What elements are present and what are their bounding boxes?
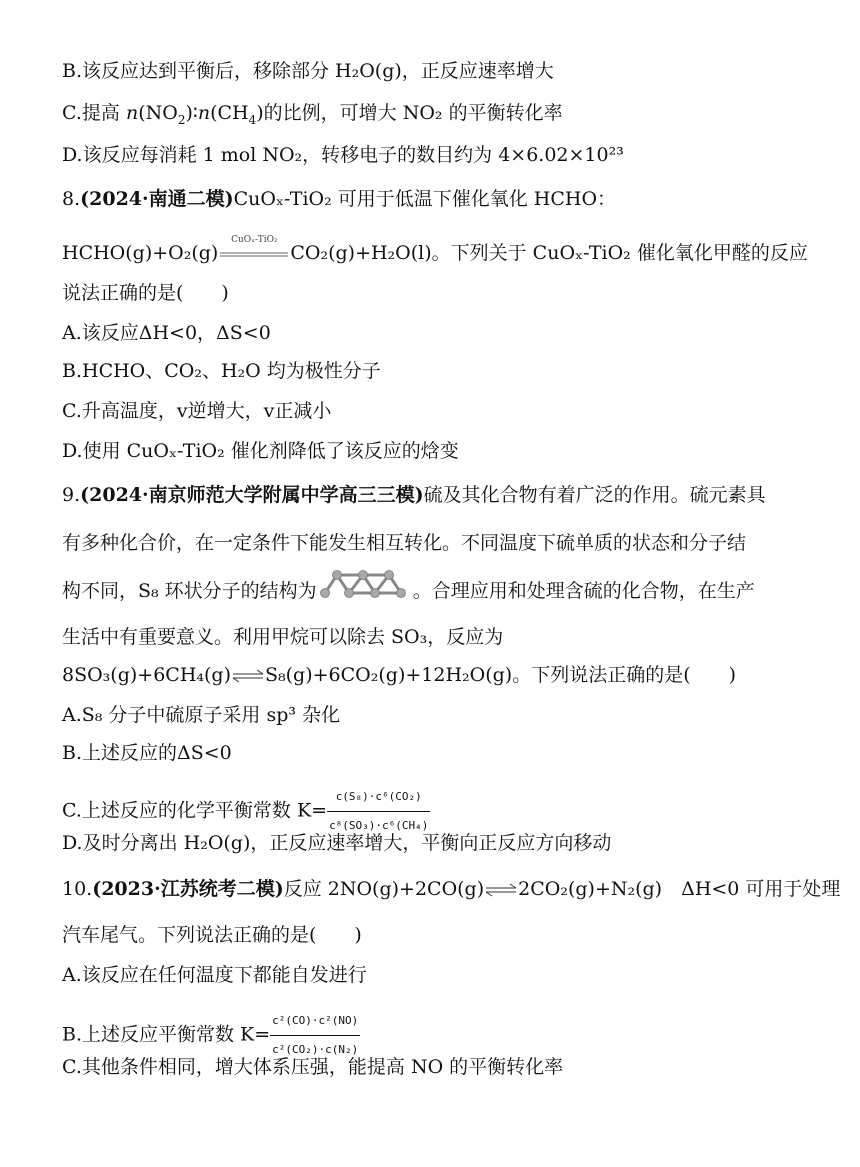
q8-source: (2024·南通二模) — [80, 188, 234, 210]
q8-catalyst-label: CuOₓ-TiO₂ — [231, 235, 278, 245]
q10-eq-left: 反应 2NO(g)+2CO(g) — [283, 878, 485, 900]
q7-option-c: C.提高 $n(NO_2)∶n(CH_4)$的比例，可增大 NO₂ 的平衡转化率 — [62, 102, 563, 127]
q8-option-d: D.使用 CuOₓ-TiO₂ 催化剂降低了该反应的焓变 — [62, 440, 459, 462]
q7-option-d: D.该反应每消耗 1 mol NO₂，转移电子的数目约为 4×6.02×10²³ — [62, 144, 624, 166]
q9-line3-prefix: 构不同，S₈ 环状分子的结构为 — [62, 580, 317, 602]
q8-option-c: C.升高温度，v逆增大，v正减小 — [62, 400, 332, 422]
q9-option-c — [62, 784, 430, 832]
q10-source: (2023·江苏统考二模) — [92, 878, 284, 900]
s8-ring-structure-image — [317, 579, 413, 605]
q9-stem-line3 — [62, 578, 755, 604]
q10-stem-line1 — [62, 876, 840, 902]
q9-line3-suffix: 。合理应用和处理含硫的化合物，在生产 — [412, 580, 755, 602]
q10-k-denominator: c²(CO₂)·c(N₂) — [272, 1043, 359, 1056]
q9-number: 9. — [62, 484, 81, 506]
q9-option-d: D.及时分离出 H₂O(g)，正反应速率增大，平衡向正反应方向移动 — [62, 832, 612, 854]
q9-equation — [62, 662, 736, 688]
q10-option-b — [62, 1008, 360, 1056]
q9-source: (2024·南京师范大学附属中学高三三模) — [80, 484, 424, 506]
catalyst-arrow — [218, 235, 290, 267]
q10-k-numerator: c²(CO)·c²(NO) — [270, 1008, 360, 1036]
q8-option-a: A.该反应ΔH<0，ΔS<0 — [62, 322, 271, 344]
q8-number: 8. — [62, 188, 81, 210]
q10-eq-right: 2CO₂(g)+N₂(g) ΔH<0 可用于处理 — [518, 878, 841, 900]
equilibrium-arrow — [484, 877, 518, 903]
q9-eq-right: S₈(g)+6CO₂(g)+12H₂O(g)。下列说法正确的是( ) — [265, 664, 737, 686]
q7-option-c-prefix: C.提高 — [62, 102, 126, 124]
q8-stem-line1 — [62, 186, 616, 212]
q9-eq-left: 8SO₃(g)+6CH₄(g) — [62, 664, 232, 686]
q9-option-b: B.上述反应的ΔS<0 — [62, 742, 232, 764]
q9-stem-line1 — [62, 482, 766, 508]
q8-eq-left: HCHO(g)+O₂(g) — [62, 242, 219, 264]
q8-option-b: B.HCHO、CO₂、H₂O 均为极性分子 — [62, 360, 381, 382]
q9-option-a: A.S₈ 分子中硫原子采用 sp³ 杂化 — [62, 704, 341, 726]
q8-equation — [62, 235, 808, 266]
q8-eq-right: CO₂(g)+H₂O(l)。下列关于 CuOₓ-TiO₂ 催化氧化甲醛的反应 — [290, 242, 808, 264]
q9-stem-line2: 有多种化合价，在一定条件下能发生相互转化。不同温度下硫单质的状态和分子结 — [62, 532, 747, 554]
q10-option-b-text: B.上述反应平衡常数 K= — [62, 1023, 271, 1046]
q7-option-b: B.该反应达到平衡后，移除部分 H₂O(g)，正反应速率增大 — [62, 60, 554, 82]
q10-option-c: C.其他条件相同，增大体系压强，能提高 NO 的平衡转化率 — [62, 1056, 564, 1078]
q10-number: 10. — [62, 878, 93, 900]
q10-option-a: A.该反应在任何温度下都能自发进行 — [62, 964, 367, 986]
q9-line1-text: 硫及其化合物有着广泛的作用。硫元素具 — [423, 484, 766, 506]
q9-stem-line4: 生活中有重要意义。利用甲烷可以除去 SO₃，反应为 — [62, 626, 504, 648]
q9-k-numerator: c(S₈)·c⁶(CO₂) — [327, 784, 430, 812]
q10-stem-line2: 汽车尾气。下列说法正确的是( ) — [62, 924, 362, 946]
equilibrium-arrow — [231, 663, 265, 689]
q9-k-denominator: c⁸(SO₃)·c⁶(CH₄) — [329, 819, 429, 832]
q8-stem-end: 说法正确的是( ) — [62, 282, 229, 304]
q8-intro: CuOₓ-TiO₂ 可用于低温下催化氧化 HCHO： — [233, 188, 617, 210]
q7-option-c-suffix: ，可增大 NO₂ 的平衡转化率 — [320, 102, 563, 124]
q9-option-c-text: C.上述反应的化学平衡常数 K= — [62, 799, 328, 822]
